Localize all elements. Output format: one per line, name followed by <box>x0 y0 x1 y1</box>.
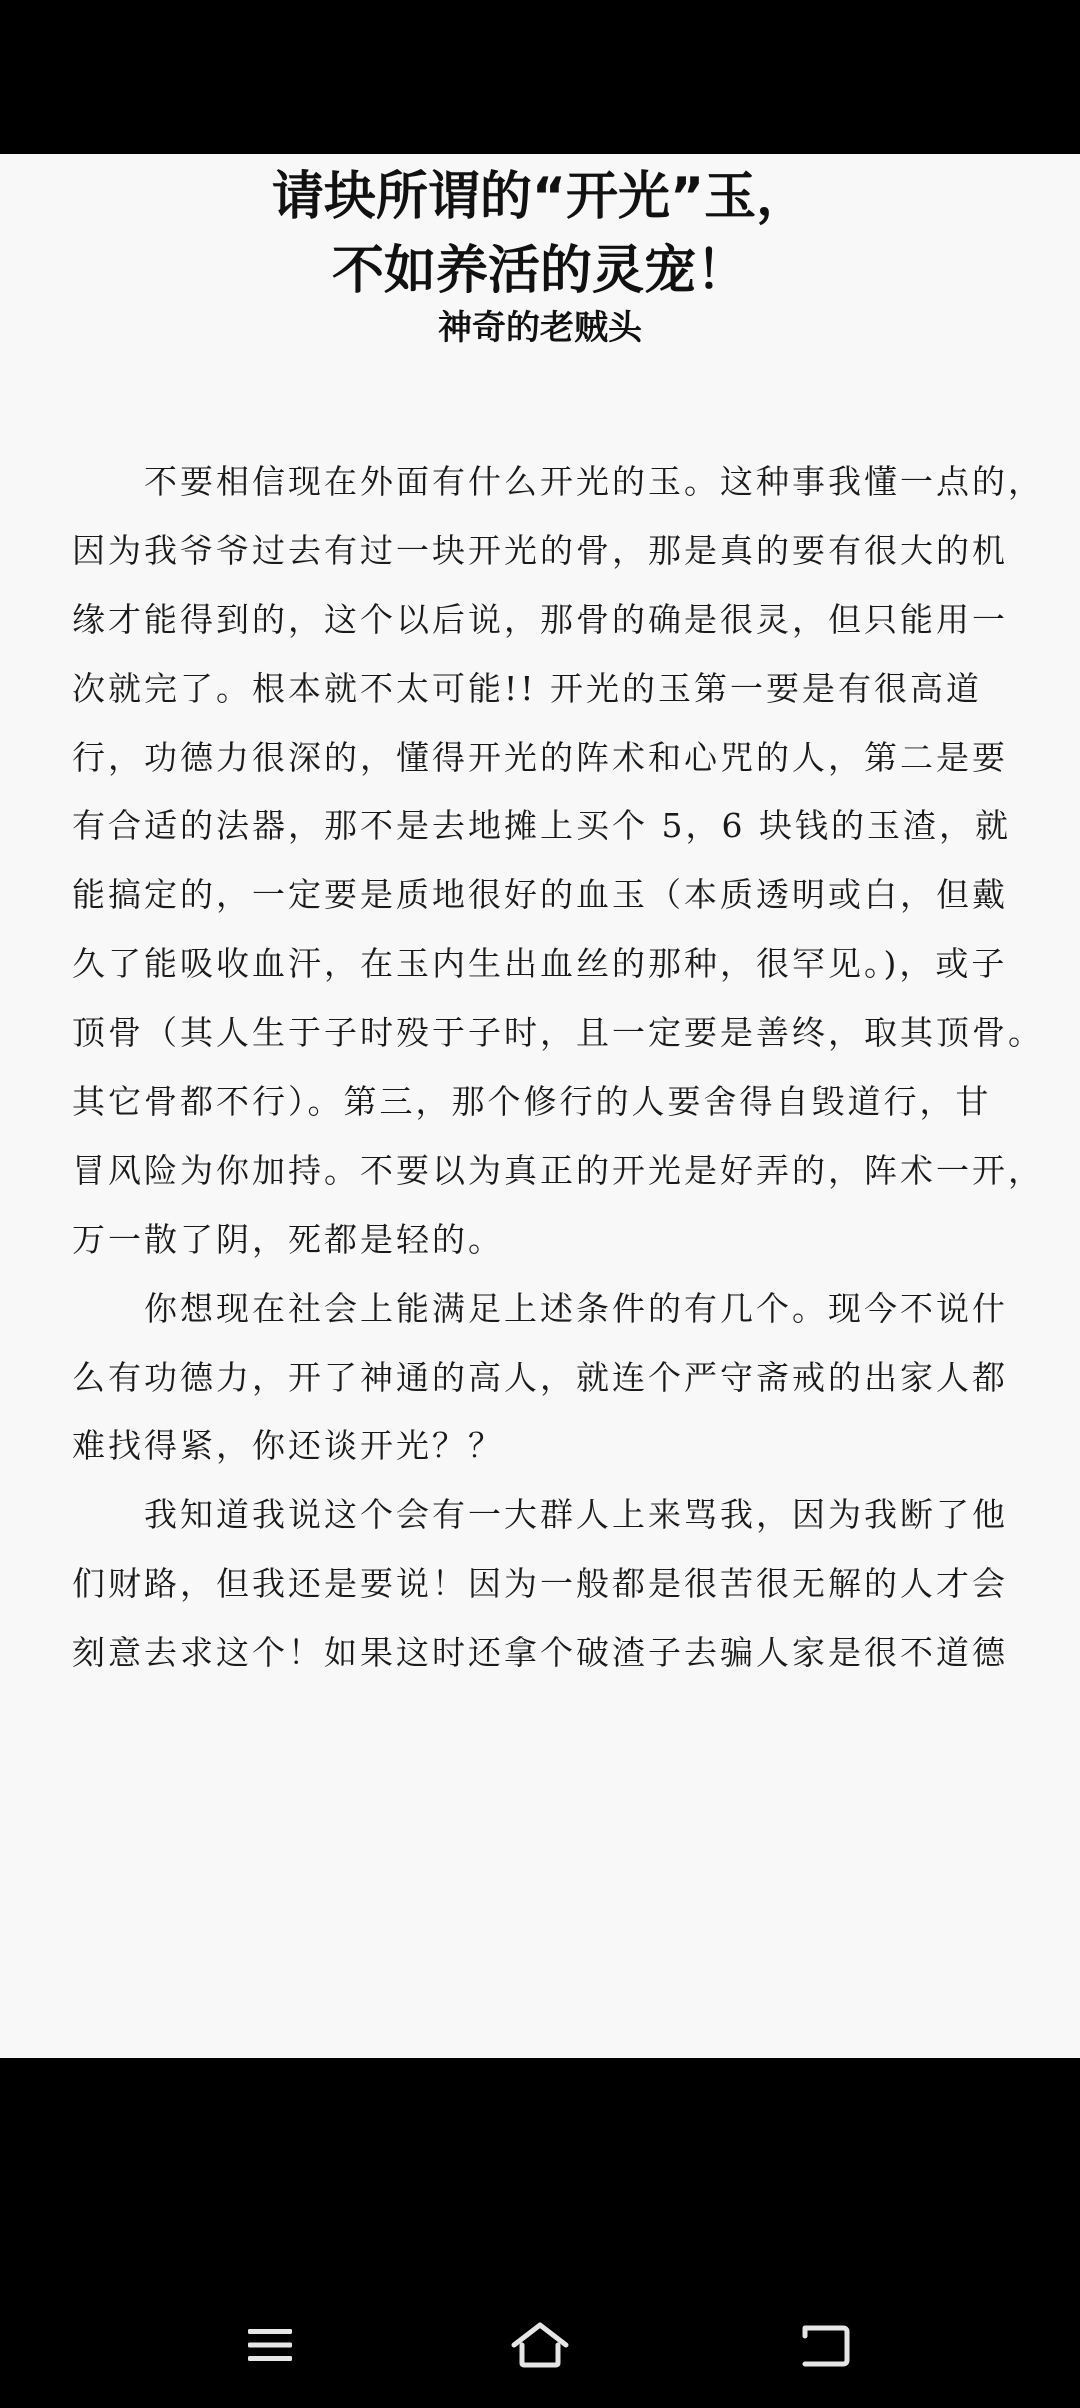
back-button[interactable] <box>790 2310 860 2380</box>
body-line: 缘才能得到的，这个以后说，那骨的确是很灵，但只能用一 <box>72 599 1008 639</box>
body-line: 顶骨（其人生于子时殁于子时，且一定要是善终，取其顶骨。 <box>72 1013 1044 1053</box>
body-line: 因为我爷爷过去有过一块开光的骨，那是真的要有很大的机 <box>72 530 1008 570</box>
body-line: 我知道我说这个会有一大群人上来骂我，因为我断了他 <box>72 1495 1008 1535</box>
body-line: 不要相信现在外面有什么开光的玉。这种事我懂一点的， <box>72 462 1044 501</box>
body-line: 久了能吸收血汗，在玉内生出血丝的那种，很罕见。)，或子 <box>72 944 1008 984</box>
title-line-2: 不如养活的灵宠！ <box>331 241 748 301</box>
body-line: 么有功德力，开了神通的高人，就连个严守斋戒的出家人都 <box>72 1357 1008 1397</box>
home-button[interactable] <box>505 2310 575 2380</box>
body-line: 万一散了阴，死都是轻的。 <box>72 1219 504 1259</box>
body-line: 刻意去求这个！如果这时还拿个破渣子去骗人家是很不道德 <box>72 1633 1008 1673</box>
article-body <box>72 448 1044 1688</box>
body-line: 冒风险为你加持。不要以为真正的开光是好弄的，阵术一开， <box>72 1150 1044 1190</box>
body-line: 能搞定的，一定要是质地很好的血玉（本质透明或白，但戴 <box>72 875 1008 915</box>
body-line: 次就完了。根本就不太可能!! 开光的玉第一要是有很高道 <box>72 668 983 708</box>
body-line: 其它骨都不行）。第三，那个修行的人要舍得自毁道行，甘 <box>72 1082 992 1122</box>
author-name: 神奇的老贼头 <box>438 308 642 348</box>
article-title <box>0 160 1080 308</box>
body-line: 你想现在社会上能满足上述条件的有几个。现今不说什 <box>72 1288 1008 1328</box>
title-line-1: 请块所谓的“开光”玉， <box>271 167 809 227</box>
top-black-bar <box>0 0 1080 154</box>
home-icon <box>510 2321 570 2369</box>
body-line: 行，功德力很深的，懂得开光的阵术和心咒的人，第二是要 <box>72 737 1008 777</box>
body-line: 们财路，但我还是要说！因为一般都是很苦很无解的人才会 <box>72 1564 1008 1604</box>
menu-button[interactable] <box>235 2310 305 2380</box>
body-line: 有合适的法器，那不是去地摊上买个 5，6 块钱的玉渣，就 <box>72 806 1011 846</box>
body-line: 难找得紧，你还谈开光？？ <box>72 1426 504 1466</box>
back-icon <box>799 2322 851 2368</box>
menu-icon <box>246 2325 294 2365</box>
